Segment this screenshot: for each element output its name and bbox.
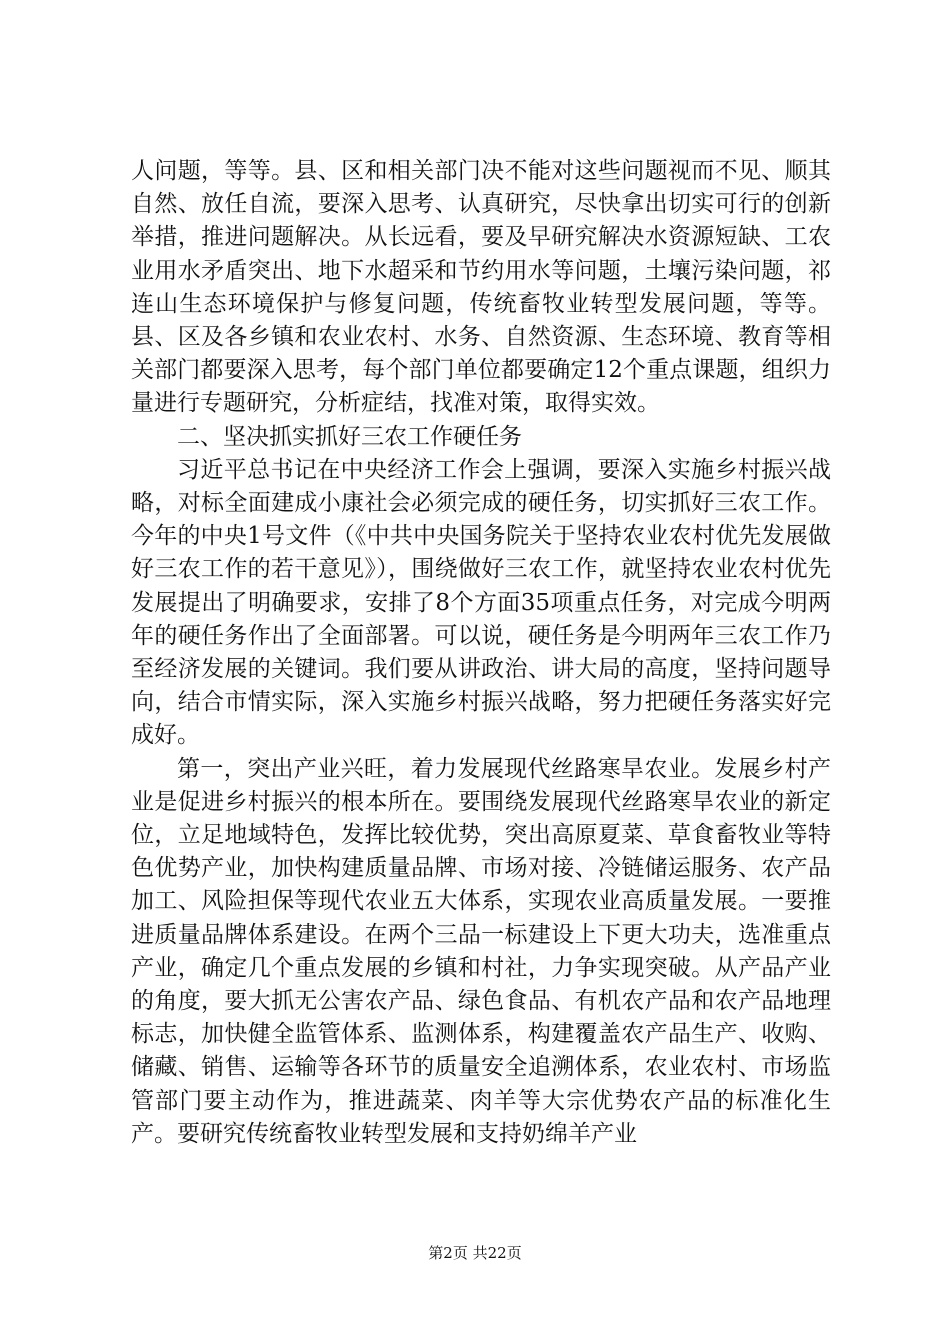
document-body [131,155,831,1151]
paragraph-industry: 第一，突出产业兴旺，着力发展现代丝路寒旱农业。发展乡村产业是促进乡村振兴的根本所在。要围绕发展现代丝路寒旱农业的新定位，立足地域特色，发挥比较优势，突出高原夏菜、草食畜牧业等特色优势产业，加快构建质量品牌、市场对接、冷链储运服务、农产品加工、风险担保等现代农业五大体系，实现农业高质量发展。一要推进质量品牌体系建设。在两个三品一标建设上下更大功夫，选准重点产业，确定几个重点发展的乡镇和村社，力争实现突破。从产品产业的角度，要大抓无公害农产品、绿色食品、有机农产品和农产品地理标志，加快健全监管体系、监测体系，构建覆盖农产品生产、收购、储藏、销售、运输等各环节的质量安全追溯体系，农业农村、市场监管部门要主动作为，推进蔬菜、肉羊等大宗优势农产品的标准化生产。要研究传统畜牧业转型发展和支持奶绵羊产业 [131,755,831,1147]
page-number-footer: 第2页 共22页 [428,1244,522,1262]
section-heading: 二、坚决抓实抓好三农工作硬任务 [177,423,522,450]
paragraph-hard-tasks: 习近平总书记在中央经济工作会上强调，要深入实施乡村振兴战略，对标全面建成小康社会必须完成的硬任务，切实抓好三农工作。今年的中央1号文件（《中共中央国务院关于坚持农业农村优先发展做好三农工作的若干意见》），围绕做好三农工作，就坚持农业农村优先发展提出了明确要求，安排了8个方面35项重点任务，对完成今明两年的硬任务作出了全面部署。可以说，硬任务是今明两年三农工作乃至经济发展的关键词。我们要从讲政治、讲大局的高度，坚持问题导向，结合市情实际，深入实施乡村振兴战略，努力把硬任务落实好完成好。 [131,456,831,749]
paragraph-continuation: 人问题，等等。县、区和相关部门决不能对这些问题视而不见、顺其自然、放任自流，要深入思考、认真研究，尽快拿出切实可行的创新举措，推进问题解决。从长远看，要及早研究解决水资源短缺、工农业用水矛盾突出、地下水超采和节约用水等问题，土壤污染问题，祁连山生态环境保护与修复问题，传统畜牧业转型发展问题，等等。县、区及各乡镇和农业农村、水务、自然资源、生态环境、教育等相关部门都要深入思考，每个部门单位都要确定12个重点课题，组织力量进行专题研究，分析症结，找准对策，取得实效。 [131,158,831,417]
